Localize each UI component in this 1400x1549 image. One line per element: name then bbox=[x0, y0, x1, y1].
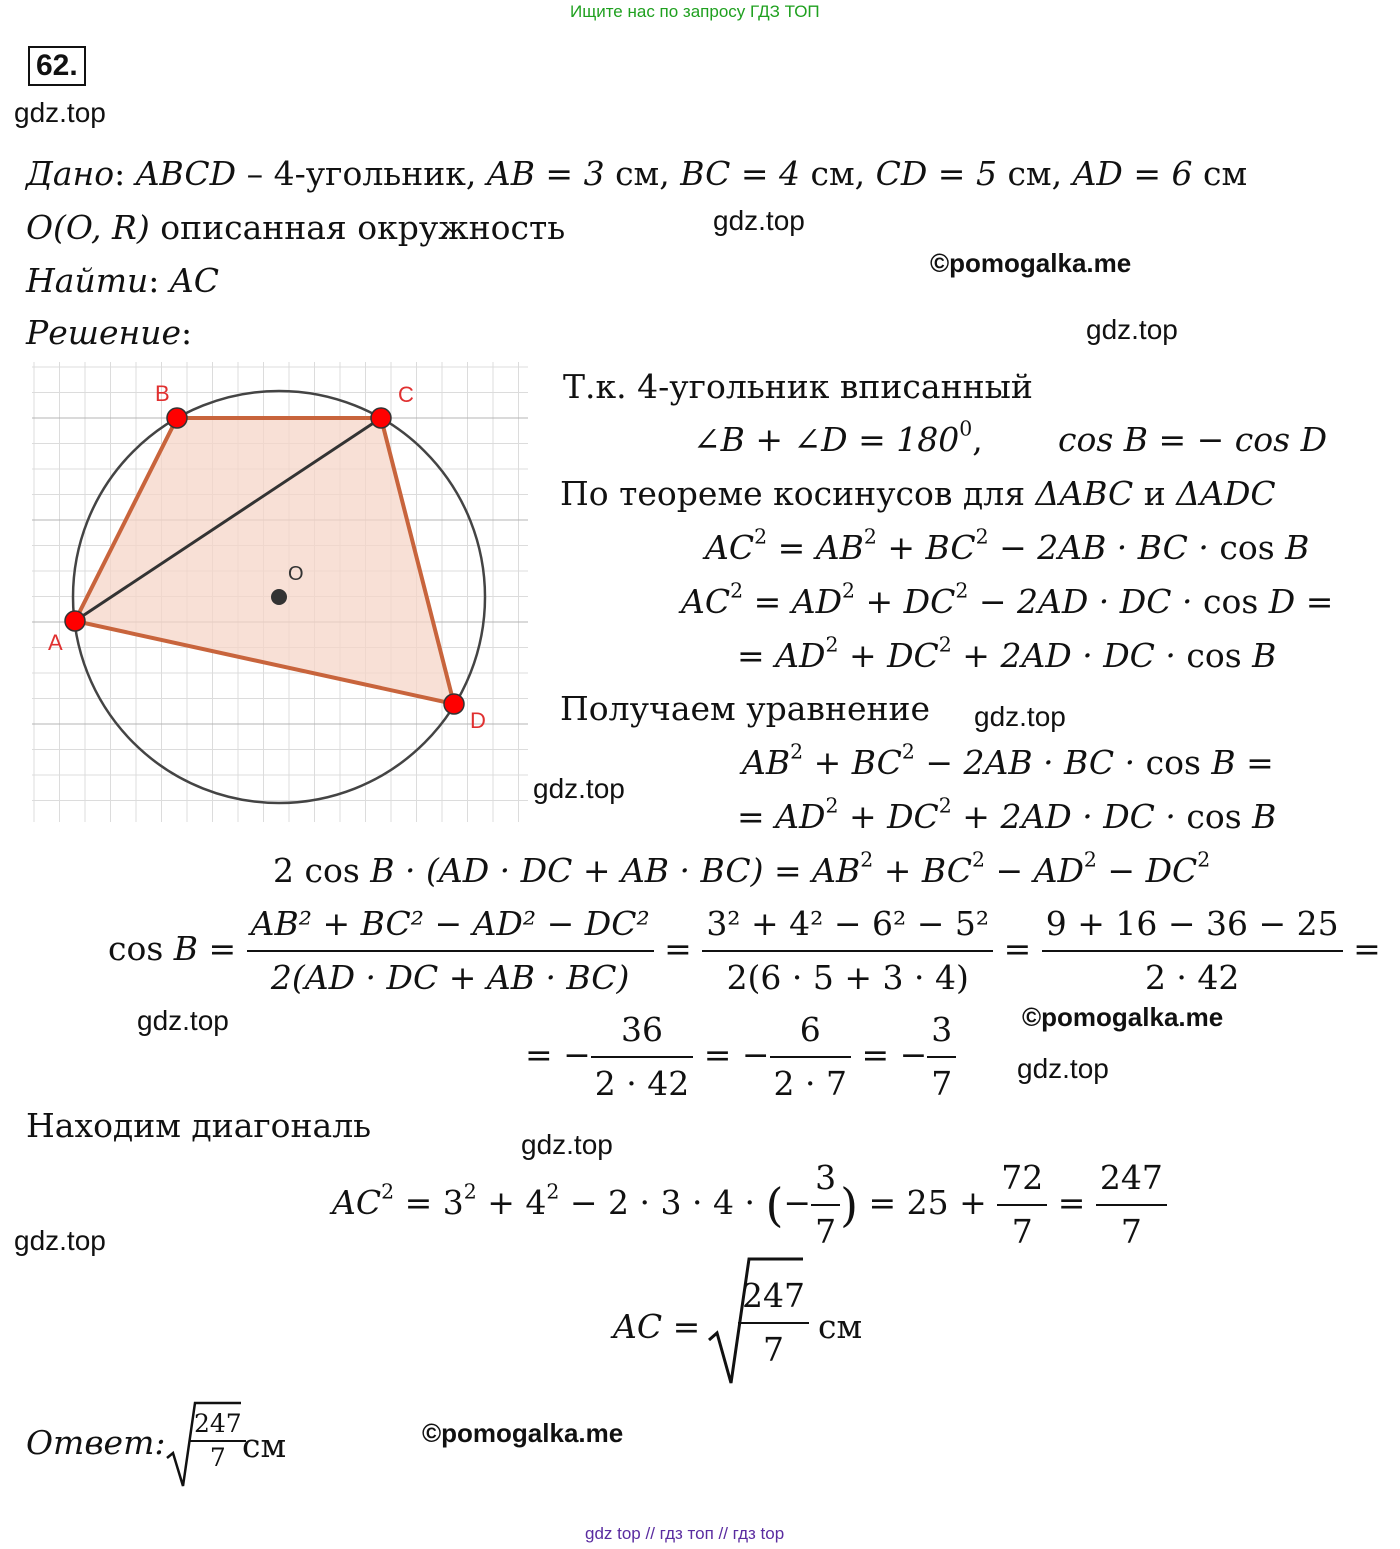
footer-links[interactable]: gdz top // гдз топ // гдз top bbox=[585, 1524, 785, 1543]
watermark-gdz: gdz.top bbox=[533, 773, 625, 804]
watermark-gdz: gdz.top bbox=[137, 1005, 229, 1036]
watermark-pomogalka: ©pomogalka.me bbox=[930, 248, 1132, 278]
eq-ac2-b: $AC^2 = AB^2 + BC^2 - 2AB$ · BC · cos B bbox=[705, 524, 1310, 567]
fraction: $\frac{247}{7}$ bbox=[190, 1408, 246, 1474]
watermark-gdz: gdz.top bbox=[1086, 314, 1178, 345]
point-d bbox=[444, 694, 464, 714]
ac-unit: см bbox=[818, 1307, 863, 1346]
eq-cos-rel: cos B = − cos D bbox=[1058, 420, 1328, 459]
unit: см bbox=[1203, 154, 1248, 193]
point-a bbox=[65, 611, 85, 631]
watermark-pomogalka: ©pomogalka.me bbox=[422, 1418, 624, 1448]
watermark-gdz: gdz.top bbox=[713, 205, 805, 236]
unit: см bbox=[615, 154, 660, 193]
watermark-gdz: gdz.top bbox=[14, 97, 106, 128]
fraction: $\frac{72}{7}$ bbox=[997, 1152, 1047, 1258]
step-cosine-theorem bbox=[560, 474, 1276, 513]
point-c bbox=[371, 408, 391, 428]
eq-ac2-d: $AC^2 = AD^2 + DC^2 - 2AD$ · DC · cos D = bbox=[681, 578, 1334, 621]
find-value: AC bbox=[169, 261, 219, 300]
label-c: C bbox=[398, 382, 414, 407]
given-label: Дано bbox=[26, 154, 115, 193]
circle-text: описанная окружность bbox=[149, 208, 566, 247]
watermark-gdz: gdz.top bbox=[1017, 1053, 1109, 1084]
point-b bbox=[167, 408, 187, 428]
figure-diagram bbox=[30, 360, 530, 825]
unit: см bbox=[1007, 154, 1052, 193]
triangle-adc: ΔADC bbox=[1176, 474, 1276, 513]
label-o: O bbox=[288, 563, 304, 585]
theorem-text: По теореме косинусов для bbox=[560, 474, 1036, 513]
search-hint-link[interactable]: Ищите нас по запросу ГДЗ ТОП bbox=[570, 2, 820, 21]
watermark-gdz: gdz.top bbox=[14, 1225, 106, 1256]
side-ad: AD = 6 bbox=[1072, 154, 1193, 193]
answer-label: Ответ: bbox=[26, 1423, 166, 1462]
quad-desc: – 4-угольник, bbox=[236, 154, 487, 193]
step-equation: Получаем уравнение bbox=[560, 689, 931, 728]
side-cd: CD = 5 bbox=[875, 154, 997, 193]
side-bc: BC = 4 bbox=[680, 154, 800, 193]
circle-line bbox=[26, 208, 565, 247]
fraction: $\frac{\text{3² + 4² − 6² − 5²}}{2(6 \cdot 5 + 3 \cdot 4)}$ bbox=[702, 898, 993, 1004]
circle-notation: O(O, R) bbox=[26, 208, 150, 247]
solution-label: Решение bbox=[26, 313, 182, 352]
and-text: и bbox=[1133, 474, 1177, 513]
eq-angle-sum: ∠B + ∠D = $180^0$, bbox=[693, 416, 983, 459]
fraction: $\frac{247}{7}$ bbox=[1096, 1152, 1167, 1258]
problem-number: 62. bbox=[28, 46, 86, 86]
watermark-gdz: gdz.top bbox=[521, 1129, 613, 1160]
triangle-abc: ΔABC bbox=[1035, 474, 1134, 513]
answer-label-text: Ответ bbox=[26, 1423, 155, 1462]
eq-combined-2: = $AD^2 + DC^2 + 2AD$ · DC · cos B bbox=[737, 793, 1277, 836]
answer-unit: см bbox=[242, 1426, 287, 1465]
eq-ac-label: AC = bbox=[613, 1307, 701, 1346]
quad-name: ABCD bbox=[135, 154, 237, 193]
eq-cosb-result: = − $\frac{36}{2 \cdot 42}$ = − $\frac{6}{2 \cdot 7}$ = − $\frac{3}{7}$ bbox=[525, 1004, 956, 1110]
fraction: $\frac{36}{2 \cdot 42}$ bbox=[591, 1004, 693, 1110]
center-o bbox=[271, 589, 287, 605]
fraction: $\frac{247}{7}$ bbox=[738, 1270, 809, 1376]
eq-combined-1: $AB^2 + BC^2 - 2AB$ · BC · cos B = bbox=[742, 739, 1274, 782]
step-inscribed: Т.к. 4-угольник вписанный bbox=[563, 367, 1033, 406]
fraction: $\frac{9 + 16 - 36 - 25}{2 \cdot 42}$ bbox=[1042, 898, 1343, 1004]
eq-ac-sqrt bbox=[738, 1270, 809, 1376]
eq-factored: 2 cos B · (AD · DC + AB · $BC) = AB^2 + BC^2 - AD^2 - DC^2$ bbox=[273, 847, 1211, 890]
watermark-gdz: gdz.top bbox=[974, 701, 1066, 732]
answer-fraction bbox=[190, 1408, 246, 1474]
eq-cosb-fraction: cos B = $\frac{\text{AB² + BC² − AD² − DC²}}{2(AD \cdot DC + AB \cdot BC)}$ = $\frac{\text{3² + 4² − 6² − 5²}}{2(6 \cdot 5 + 3 \cdot 4)}$ = $\frac{9 + 16 - 36 - 25}{2 \cdot 42}$ = bbox=[108, 898, 1381, 1004]
eq-ac2-d2: = $AD^2 + DC^2 + 2AD$ · DC · cos B bbox=[737, 632, 1277, 675]
label-a: A bbox=[48, 630, 63, 655]
given-line: Дано: ABCD – 4-угольник, AB = 3 см, BC = 4 см, CD = 5 см, AD = 6 см bbox=[26, 154, 1248, 193]
unit: см bbox=[810, 154, 855, 193]
fraction: $\frac{6}{2 \cdot 7}$ bbox=[770, 1004, 851, 1110]
fraction: $\frac{\text{AB² + BC² − AD² − DC²}}{2(AD \cdot DC + AB \cdot BC)}$ bbox=[247, 898, 654, 1004]
fraction: $\frac{3}{7}$ bbox=[811, 1152, 840, 1258]
angle-sum: ∠B + ∠D = 180 bbox=[693, 420, 960, 459]
watermark-pomogalka: ©pomogalka.me bbox=[1022, 1002, 1224, 1032]
step-find-diagonal: Находим диагональ bbox=[26, 1106, 372, 1145]
quadrilateral bbox=[75, 418, 454, 704]
label-d: D bbox=[470, 708, 486, 733]
find-line: Найти: AC bbox=[26, 261, 219, 300]
find-label: Найти bbox=[26, 261, 149, 300]
solution-line: Решение: bbox=[26, 313, 193, 352]
side-ab: AB = 3 bbox=[486, 154, 605, 193]
degree-sup: 0 bbox=[959, 416, 973, 441]
eq-ac-squared: $AC^2 = 3^2 + 4^2 - 2 \cdot 3 \cdot 4$ · (− $\frac{3}{7}$ ) = 25 + $\frac{72}{7}$ = $\frac{247}{7}$ bbox=[332, 1152, 1167, 1258]
label-b: B bbox=[155, 381, 170, 406]
fraction: $\frac{3}{7}$ bbox=[927, 1004, 956, 1110]
